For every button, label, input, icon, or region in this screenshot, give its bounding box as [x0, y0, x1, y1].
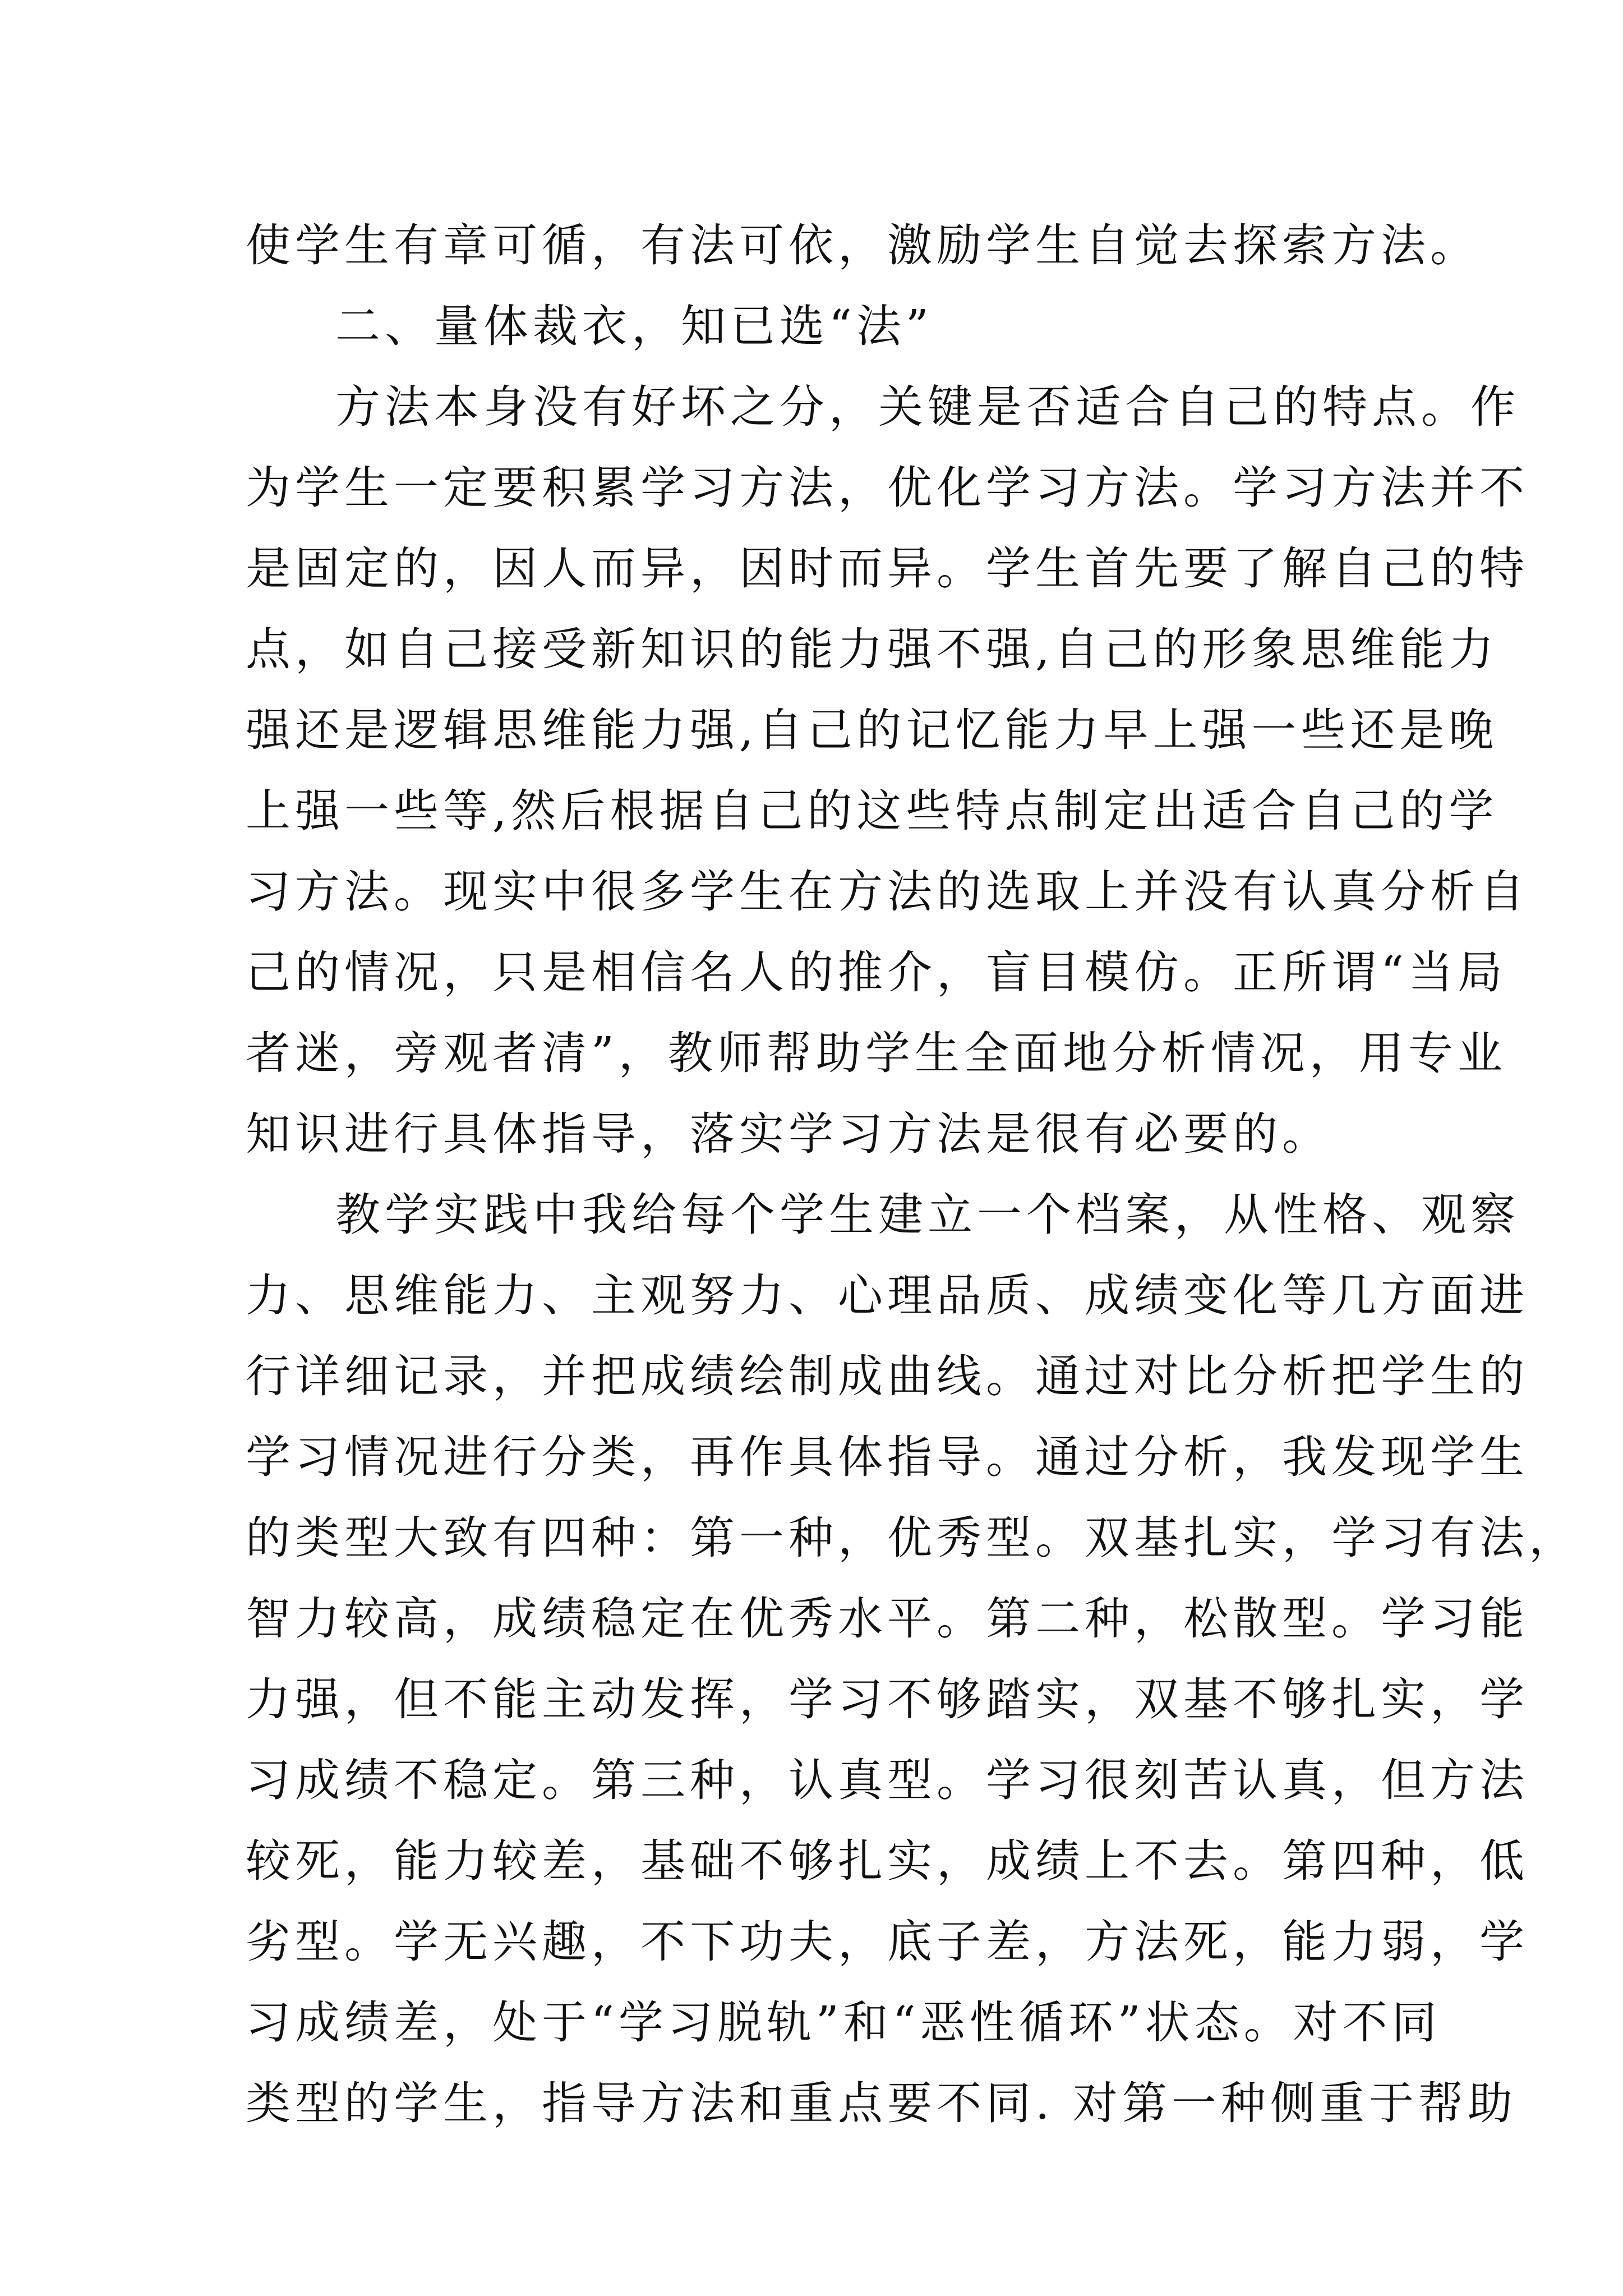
text-line: 教学实践中我给每个学生建立一个档案，从性格、观察: [335, 1189, 1520, 1241]
text-line: 是固定的，因人而异，因时而异。学生首先要了解自己的特: [246, 542, 1529, 595]
text-line: 习成绩不稳定。第三种，认真型。学习很刻苦认真，但方法: [246, 1754, 1529, 1806]
text-line: 类型的学生，指导方法和重点要不同. 对第一种侧重于帮助: [246, 2077, 1517, 2129]
text-line: 学习情况进行分类，再作具体指导。通过分析，我发现学生: [246, 1431, 1529, 1483]
text-line: 强还是逻辑思维能力强,自己的记忆能力早上强一些还是晚: [246, 704, 1498, 756]
text-line: 方法本身没有好坏之分，关键是否适合自己的特点。作: [335, 381, 1520, 433]
text-line: 习成绩差，处于“学习脱轨”和“恶性循环”状态。对不同: [246, 1996, 1441, 2049]
text-line: 习方法。现实中很多学生在方法的选取上并没有认真分析自: [246, 866, 1529, 918]
section-heading: 二、量体裁衣，知已选“法”: [335, 300, 933, 352]
text-line: 点，如自己接受新知识的能力强不强,自己的形象思维能力: [246, 623, 1498, 675]
text-line: 的类型大致有四种：第一种，优秀型。双基扎实，学习有法，: [246, 1512, 1578, 1564]
text-line: 力、思维能力、主观努力、心理品质、成绩变化等几方面进: [246, 1269, 1529, 1322]
text-line: 己的情况，只是相信名人的推介，盲目模仿。正所谓“当局: [246, 946, 1507, 999]
text-line: 力强，但不能主动发挥，学习不够踏实，双基不够扎实，学: [246, 1673, 1529, 1726]
text-line: 劣型。学无兴趣，不下功夫，底子差，方法死，能力弱，学: [246, 1916, 1529, 1968]
text-line: 行详细记录，并把成绩绘制成曲线。通过对比分析把学生的: [246, 1350, 1529, 1402]
text-line: 上强一些等,然后根据自己的这些特点制定出适合自己的学: [246, 785, 1498, 837]
text-line: 者迷，旁观者清”，教师帮助学生全面地分析情况，用专业: [246, 1027, 1507, 1079]
body-text: [246, 205, 1578, 2144]
text-line: 使学生有章可循，有法可依，激励学生自觉去探索方法。: [246, 219, 1479, 272]
text-line: 为学生一定要积累学习方法，优化学习方法。学习方法并不: [246, 462, 1529, 514]
text-line: 知识进行具体指导，落实学习方法是很有必要的。: [246, 1108, 1331, 1160]
text-line: 较死，能力较差，基础不够扎实，成绩上不去。第四种，低: [246, 1835, 1529, 1887]
text-line: 智力较高，成绩稳定在优秀水平。第二种，松散型。学习能: [246, 1593, 1529, 1645]
